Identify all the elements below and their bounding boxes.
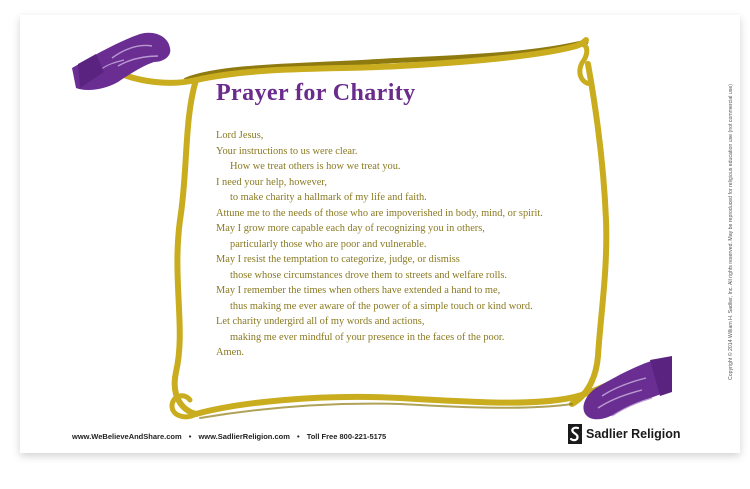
- toll-free-phone: Toll Free 800-221-5175: [306, 432, 387, 441]
- prayer-line: May I grow more capable each day of recognizing you in others,: [216, 223, 485, 234]
- prayer-line: thus making me ever aware of the power of a simple touch or kind word.: [230, 300, 533, 312]
- brand-name: Sadlier Religion: [586, 427, 681, 441]
- prayer-line: How we treat others is how we treat you.: [230, 161, 401, 172]
- prayer-line: May I remember the times when others have extended a hand to me,: [216, 285, 501, 296]
- prayer-line: those whose circumstances drove them to streets and welfare rolls.: [230, 269, 507, 281]
- footer-separator: •: [188, 432, 192, 441]
- ribbon-bottom: [196, 372, 640, 414]
- prayer-line: Amen.: [216, 347, 244, 358]
- sadlier-brand: [568, 424, 680, 444]
- ribbon-left: [175, 80, 196, 414]
- prayer-line: particularly those who are poor and vulnerable.: [230, 238, 427, 250]
- copyright-notice: Copyright © 2014 William H. Sadlier, Inc. All rights reserved. May be reproduced for religious education use (not commercial use): [728, 84, 734, 380]
- footer-links: [72, 432, 386, 441]
- prayer-line: making me ever mindful of your presence in the faces of the poor.: [230, 331, 505, 343]
- card-title: Prayer for Charity: [216, 80, 416, 106]
- prayer-line: to make charity a hallmark of my life and faith.: [230, 192, 427, 203]
- prayer-line: Your instructions to us were clear.: [216, 145, 358, 157]
- prayer-line: May I resist the temptation to categorize, judge, or dismiss: [216, 254, 460, 265]
- prayer-text: [216, 121, 606, 361]
- website-link-webelieveandshare[interactable]: www.WeBelieveAndShare.com: [72, 432, 182, 441]
- prayer-line: I need your help, however,: [216, 176, 327, 188]
- footer-separator: •: [296, 432, 300, 441]
- prayer-line: Let charity undergird all of my words and actions,: [216, 316, 425, 327]
- prayer-line: Attune me to the needs of those who are impoverished in body, mind, or spirit.: [216, 207, 543, 219]
- prayer-line: Lord Jesus,: [216, 130, 264, 141]
- website-link-sadlierreligion[interactable]: www.SadlierReligion.com: [198, 432, 290, 441]
- sadlier-s-logo-icon: [568, 424, 582, 444]
